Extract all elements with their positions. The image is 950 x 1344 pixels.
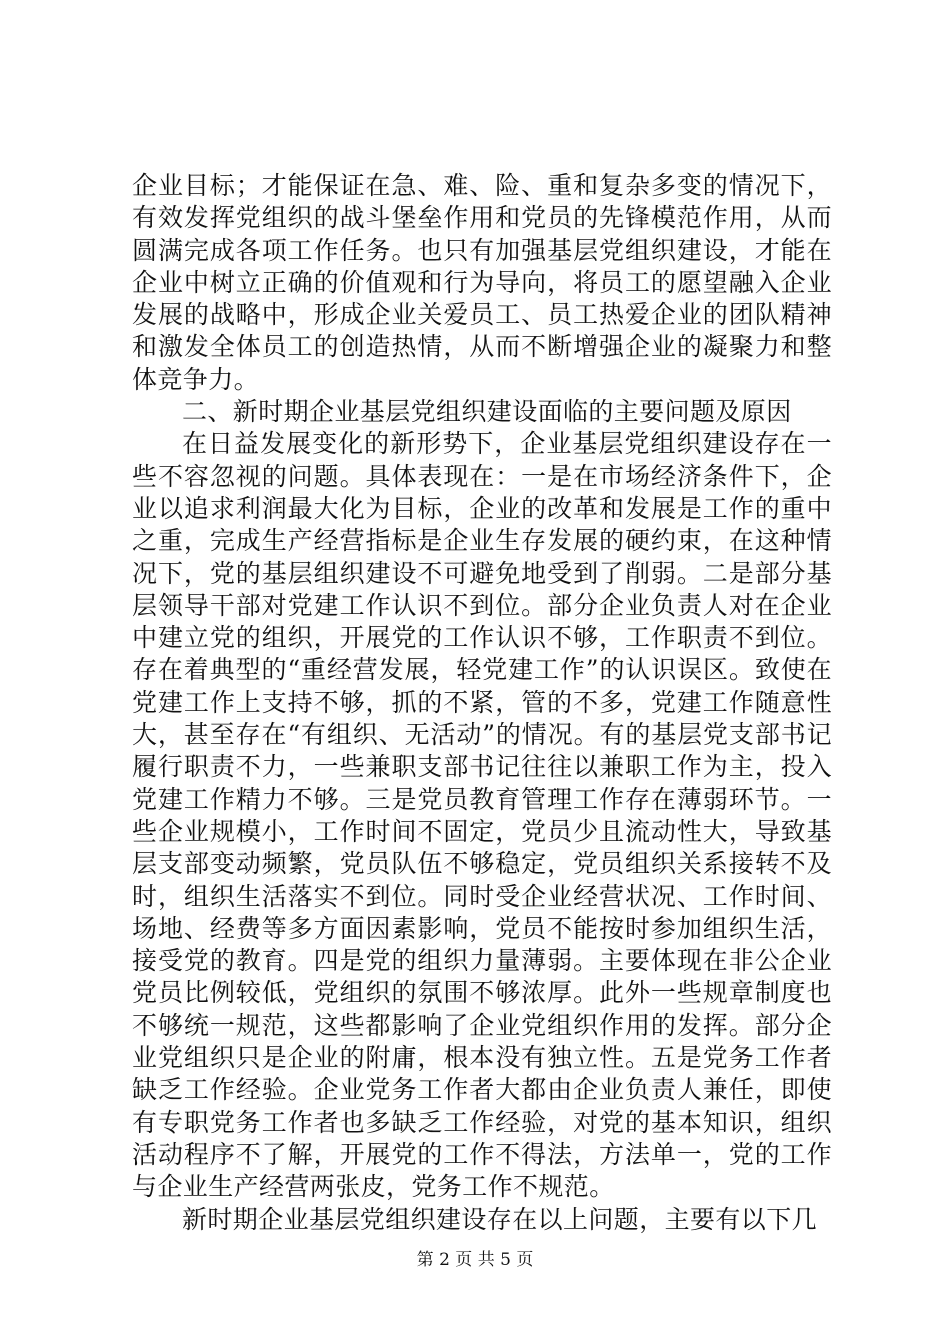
section-heading: 二、新时期企业基层党组织建设面临的主要问题及原因	[182, 397, 792, 427]
page-number-footer: 第 2 页 共 5 页	[416, 1250, 534, 1270]
paragraph-problems: 在日益发展变化的新形势下，企业基层党组织建设存在一些不容忽视的问题。具体表现在：一是在市场经济条件下，企业以追求利润最大化为目标，企业的改革和发展是工作的重中之重，完成生产经营指标是企业生存发展的硬约束，在这种情况下，党的基层组织建设不可避免地受到了削弱。二是部分基层领导干部对党建工作认识不到位。部分企业负责人对在企业中建立党的组织，开展党的工作认识不够，工作职责不到位。存在着典型的“重经营发展，轻党建工作”的认识误区。致使在党建工作上支持不够，抓的不紧，管的不多，党建工作随意性大，甚至存在“有组织、无活动”的情况。有的基层党支部书记履行职责不力，一些兼职支部书记往往以兼职工作为主，投入党建工作精力不够。三是党员教育管理工作存在薄弱环节。一些企业规模小，工作时间不固定，党员少且流动性大，导致基层支部变动频繁，党员队伍不够稳定，党员组织关系接转不及时，组织生活落实不到位。同时受企业经营状况、工作时间、场地、经费等多方面因素影响，党员不能按时参加组织生活，接受党的教育。四是党的组织力量薄弱。主要体现在非公企业党员比例较低，党组织的氛围不够浓厚。此外一些规章制度也不够统一规范，这些都影响了企业党组织作用的发挥。部分企业党组织只是企业的附庸，根本没有独立性。五是党务工作者缺乏工作经验。企业党务工作者大都由企业负责人兼任，即使有专职党务工作者也多缺乏工作经验，对党的基本知识，组织活动程序不了解，开展党的工作不得法，方法单一，党的工作与企业生产经营两张皮，党务工作不规范。	[132, 429, 832, 1202]
paragraph-continuation: 企业目标；才能保证在急、难、险、重和复杂多变的情况下，有效发挥党组织的战斗堡垒作用和党员的先锋模范作用，从而圆满完成各项工作任务。也只有加强基层党组织建设，才能在企业中树立正确的价值观和行为导向，将员工的愿望融入企业发展的战略中，形成企业关爱员工、员工热爱企业的团队精神和激发全体员工的创造热情，从而不断增强企业的凝聚力和整体竞争力。	[132, 171, 832, 394]
document-body	[132, 170, 832, 1236]
paragraph-causes-intro: 新时期企业基层党组织建设存在以上问题，主要有以下几	[182, 1204, 818, 1234]
